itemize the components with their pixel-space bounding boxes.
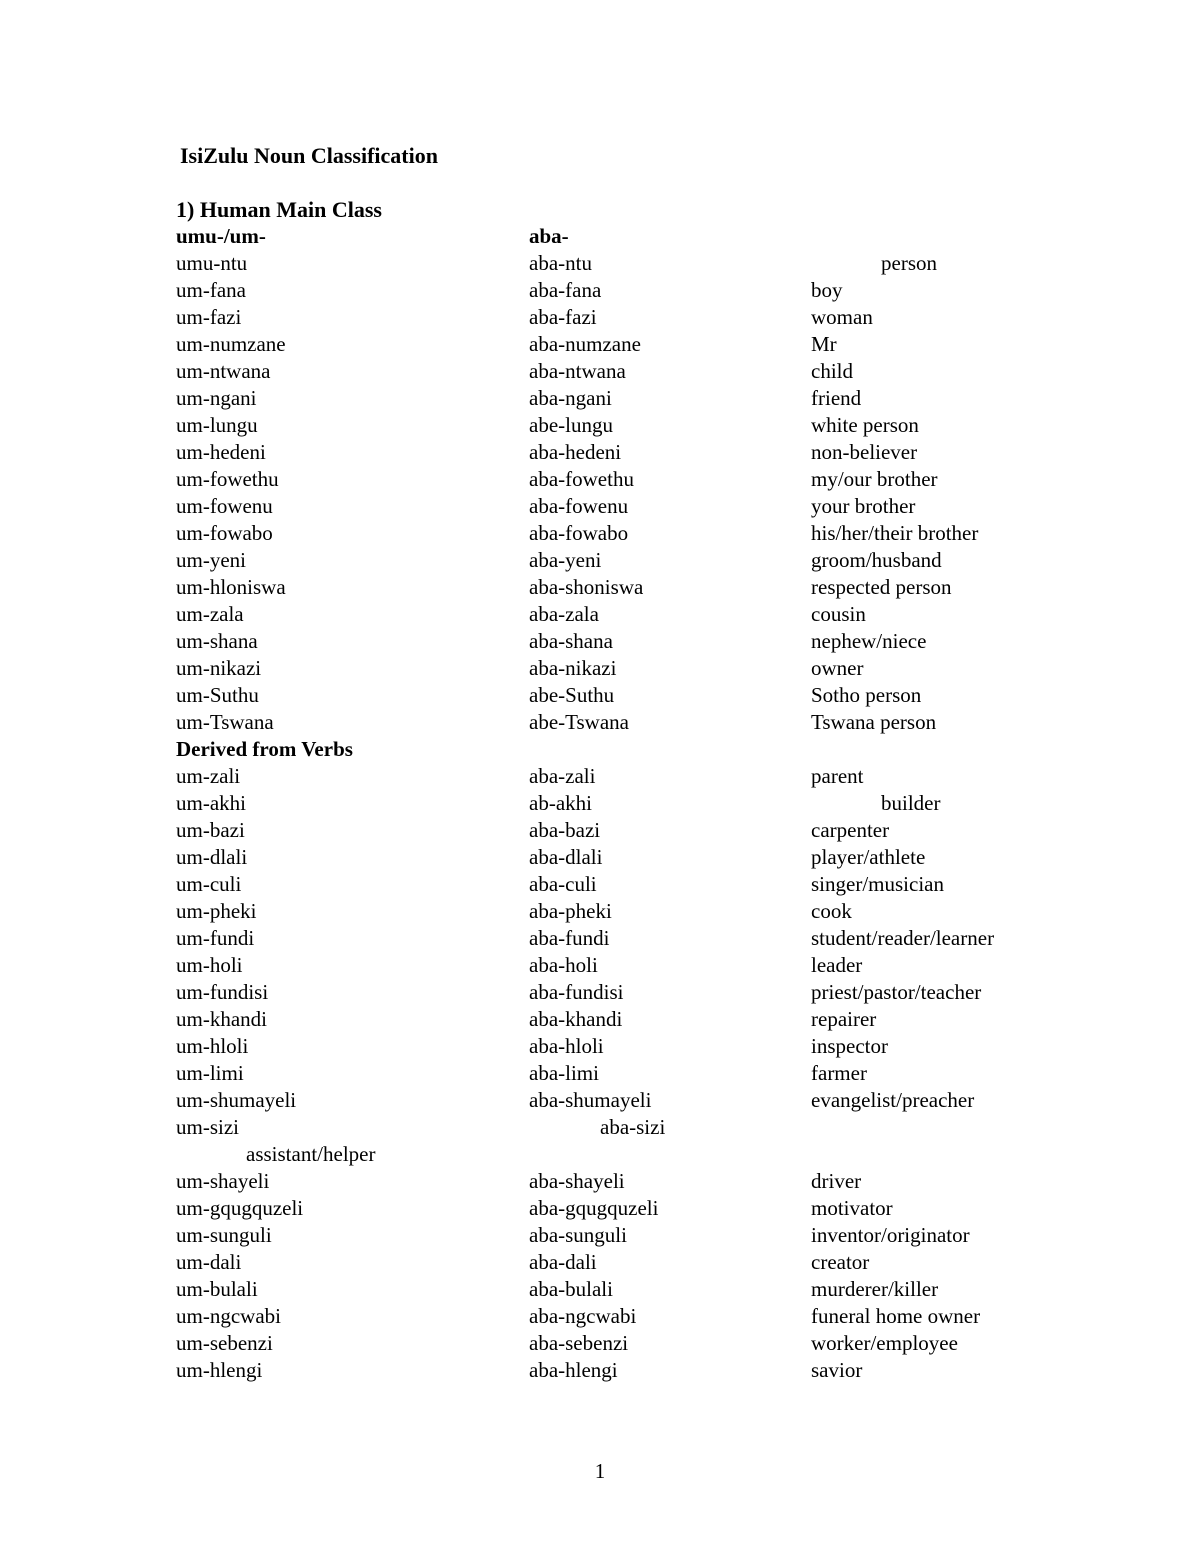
singular-form: um-khandi	[176, 1007, 267, 1031]
table-row	[0, 628, 1200, 655]
plural-form: aba-fowenu	[529, 494, 629, 518]
meaning: repairer	[811, 1007, 877, 1031]
meaning: priest/pastor/teacher	[811, 980, 982, 1004]
singular-form: um-zali	[176, 764, 241, 788]
plural-form: aba-yeni	[529, 548, 602, 572]
meaning: my/our brother	[811, 467, 938, 491]
singular-form: um-fundisi	[176, 980, 269, 1004]
plural-form: aba-limi	[529, 1061, 599, 1085]
table-row	[0, 898, 1200, 925]
meaning: woman	[811, 305, 873, 329]
singular-form: um-shumayeli	[176, 1088, 297, 1112]
table-row	[0, 1276, 1200, 1303]
table-row	[0, 682, 1200, 709]
table-row	[0, 466, 1200, 493]
singular-form: um-Suthu	[176, 683, 259, 707]
singular-form: um-dlali	[176, 845, 248, 869]
plural-form: aba-	[529, 224, 569, 248]
plural-form: aba-bulali	[529, 1277, 613, 1301]
meaning: your brother	[811, 494, 916, 518]
singular-form: um-Tswana	[176, 710, 274, 734]
table-row	[0, 493, 1200, 520]
plural-form: aba-zala	[529, 602, 599, 626]
plural-form: aba-ngcwabi	[529, 1304, 637, 1328]
plural-form: aba-culi	[529, 872, 597, 896]
singular-form: umu-ntu	[176, 251, 248, 275]
singular-form: um-bulali	[176, 1277, 258, 1301]
table-row	[0, 844, 1200, 871]
plural-form: aba-gqugquzeli	[529, 1196, 659, 1220]
singular-form: um-zala	[176, 602, 244, 626]
singular-form: um-shayeli	[176, 1169, 270, 1193]
singular-form: um-fundi	[176, 926, 255, 950]
noun-table	[0, 223, 1200, 1384]
meaning: non-believer	[811, 440, 918, 464]
plural-form: abe-lungu	[529, 413, 613, 437]
singular-form: um-numzane	[176, 332, 286, 356]
table-row	[0, 1303, 1200, 1330]
plural-form: aba-hloli	[529, 1034, 604, 1058]
plural-form: aba-fana	[529, 278, 602, 302]
plural-form: aba-zali	[529, 764, 596, 788]
singular-form: um-hloniswa	[176, 575, 286, 599]
meaning: singer/musician	[811, 872, 944, 896]
meaning: cook	[811, 899, 852, 923]
plural-form: aba-dali	[529, 1250, 597, 1274]
meaning: creator	[811, 1250, 870, 1274]
meaning: Mr	[811, 332, 837, 356]
singular-form: um-sunguli	[176, 1223, 272, 1247]
table-row	[0, 277, 1200, 304]
meaning: savior	[811, 1358, 863, 1382]
table-row	[0, 655, 1200, 682]
singular-form: um-culi	[176, 872, 242, 896]
plural-form: aba-nikazi	[529, 656, 617, 680]
singular-form: um-fowenu	[176, 494, 273, 518]
plural-form: ab-akhi	[529, 791, 592, 815]
plural-form: abe-Suthu	[529, 683, 615, 707]
table-row	[0, 1330, 1200, 1357]
table-row	[0, 304, 1200, 331]
singular-form: um-hloli	[176, 1034, 249, 1058]
plural-form: aba-fowethu	[529, 467, 634, 491]
meaning: his/her/their brother	[811, 521, 979, 545]
plural-form: aba-hlengi	[529, 1358, 618, 1382]
plural-form: aba-holi	[529, 953, 598, 977]
meaning: boy	[811, 278, 843, 302]
meaning: funeral home owner	[811, 1304, 981, 1328]
plural-form: aba-ntu	[529, 251, 592, 275]
table-row	[0, 250, 1200, 277]
singular-form: um-nikazi	[176, 656, 262, 680]
singular-form: um-fowethu	[176, 467, 279, 491]
plural-form: aba-shoniswa	[529, 575, 644, 599]
singular-form: um-limi	[176, 1061, 244, 1085]
meaning: respected person	[811, 575, 952, 599]
meaning: leader	[811, 953, 863, 977]
table-row	[0, 520, 1200, 547]
table-row	[0, 1114, 1200, 1141]
singular-form: um-yeni	[176, 548, 246, 572]
singular-form: um-holi	[176, 953, 243, 977]
plural-form: aba-shana	[529, 629, 613, 653]
table-row	[0, 763, 1200, 790]
table-row	[0, 1060, 1200, 1087]
plural-form: aba-shayeli	[529, 1169, 625, 1193]
meaning: friend	[811, 386, 862, 410]
table-row	[0, 871, 1200, 898]
meaning: motivator	[811, 1196, 893, 1220]
singular-form: um-ngcwabi	[176, 1304, 281, 1328]
table-row	[0, 412, 1200, 439]
singular-form: um-fazi	[176, 305, 242, 329]
singular-form: um-hlengi	[176, 1358, 263, 1382]
meaning: carpenter	[811, 818, 890, 842]
singular-form: um-bazi	[176, 818, 245, 842]
meaning: Tswana person	[811, 710, 937, 734]
plural-form: aba-sunguli	[529, 1223, 627, 1247]
plural-form: aba-shumayeli	[529, 1088, 652, 1112]
table-row	[0, 790, 1200, 817]
singular-form: um-ntwana	[176, 359, 271, 383]
table-row	[0, 574, 1200, 601]
meaning: builder	[881, 791, 941, 815]
singular-form: um-sizi	[176, 1115, 239, 1139]
table-row	[0, 709, 1200, 736]
singular-form: um-pheki	[176, 899, 257, 923]
table-row	[0, 331, 1200, 358]
table-row	[0, 1357, 1200, 1384]
meaning: worker/employee	[811, 1331, 958, 1355]
plural-form: aba-numzane	[529, 332, 641, 356]
singular-form: um-hedeni	[176, 440, 266, 464]
plural-form: aba-dlali	[529, 845, 603, 869]
plural-form: aba-hedeni	[529, 440, 622, 464]
table-row	[0, 1141, 1200, 1168]
plural-form: aba-fundisi	[529, 980, 624, 1004]
singular-form: Derived from Verbs	[176, 737, 353, 761]
plural-form: aba-bazi	[529, 818, 601, 842]
table-row	[0, 547, 1200, 574]
singular-form: um-lungu	[176, 413, 258, 437]
meaning: nephew/niece	[811, 629, 927, 653]
table-subheading-row	[0, 223, 1200, 250]
singular-form: umu-/um-	[176, 224, 266, 248]
table-row	[0, 358, 1200, 385]
table-row	[0, 1033, 1200, 1060]
singular-form: um-akhi	[176, 791, 246, 815]
plural-form: aba-sizi	[600, 1115, 666, 1139]
table-row	[0, 1087, 1200, 1114]
meaning: student/reader/learner	[811, 926, 995, 950]
table-row	[0, 385, 1200, 412]
page-number: 1	[594, 1459, 606, 1483]
table-subheading-row	[0, 736, 1200, 763]
singular-form: um-ngani	[176, 386, 257, 410]
singular-form: um-fana	[176, 278, 246, 302]
section-heading: 1) Human Main Class	[176, 197, 382, 222]
plural-form: aba-fundi	[529, 926, 610, 950]
plural-form: aba-sebenzi	[529, 1331, 629, 1355]
meaning: player/athlete	[811, 845, 926, 869]
meaning: driver	[811, 1169, 862, 1193]
singular-form: um-gqugquzeli	[176, 1196, 304, 1220]
meaning: parent	[811, 764, 864, 788]
table-row	[0, 925, 1200, 952]
meaning: white person	[811, 413, 919, 437]
singular-form: um-sebenzi	[176, 1331, 273, 1355]
plural-form: aba-fazi	[529, 305, 597, 329]
table-row	[0, 1006, 1200, 1033]
meaning: farmer	[811, 1061, 867, 1085]
meaning: person	[881, 251, 937, 275]
meaning: child	[811, 359, 853, 383]
singular-form: um-dali	[176, 1250, 242, 1274]
table-row	[0, 601, 1200, 628]
meaning: inspector	[811, 1034, 888, 1058]
meaning: groom/husband	[811, 548, 942, 572]
singular-form: um-fowabo	[176, 521, 273, 545]
continuation-text: assistant/helper	[246, 1142, 376, 1166]
plural-form: aba-fowabo	[529, 521, 629, 545]
document-title: IsiZulu Noun Classification	[180, 143, 438, 168]
meaning: cousin	[811, 602, 866, 626]
plural-form: aba-khandi	[529, 1007, 623, 1031]
table-row	[0, 1249, 1200, 1276]
meaning: evangelist/preacher	[811, 1088, 975, 1112]
plural-form: abe-Tswana	[529, 710, 629, 734]
plural-form: aba-pheki	[529, 899, 612, 923]
table-row	[0, 1195, 1200, 1222]
table-row	[0, 952, 1200, 979]
table-row	[0, 1168, 1200, 1195]
table-row	[0, 439, 1200, 466]
meaning: murderer/killer	[811, 1277, 939, 1301]
plural-form: aba-ntwana	[529, 359, 626, 383]
singular-form: um-shana	[176, 629, 258, 653]
table-row	[0, 1222, 1200, 1249]
table-row	[0, 979, 1200, 1006]
plural-form: aba-ngani	[529, 386, 612, 410]
meaning: owner	[811, 656, 864, 680]
meaning: Sotho person	[811, 683, 922, 707]
table-row	[0, 817, 1200, 844]
meaning: inventor/originator	[811, 1223, 970, 1247]
